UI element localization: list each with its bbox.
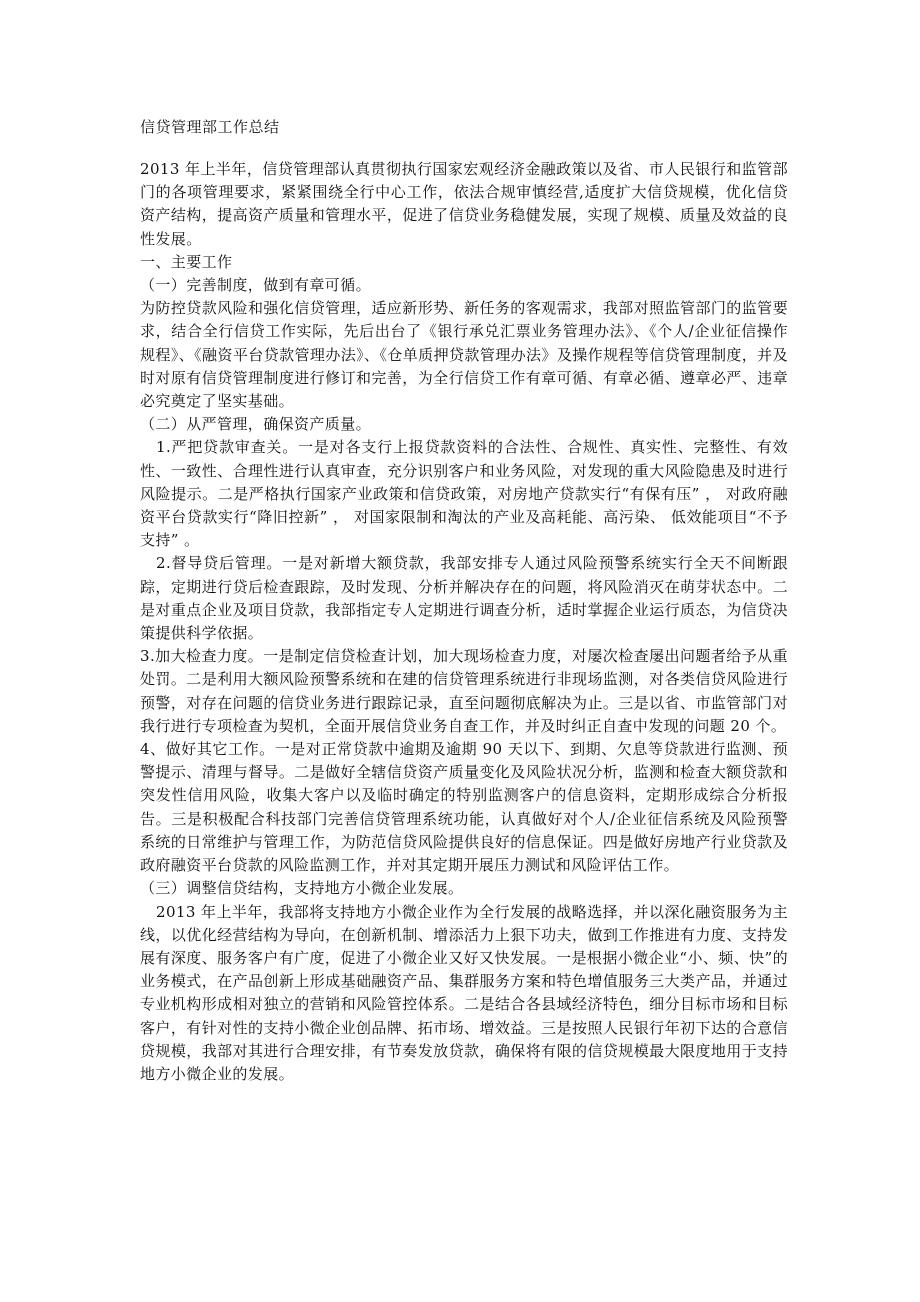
document-title: 信贷管理部工作总结	[140, 118, 280, 136]
intro-paragraph: 2013 年上半年，信贷管理部认真贯彻执行国家宏观经济金融政策以及省、市人民银行和监管部门的各项管理要求，紧紧围绕全行中心工作，依法合规审慎经营,适度扩大信贷规模，优化信贷资产结构，提高资产质量和管理水平，促进了信贷业务稳健发展，实现了规模、质量及效益的良性发展。	[140, 160, 788, 248]
paragraph-loan-review: 1.严把贷款审查关。一是对各支行上报贷款资料的合法性、合规性、真实性、完整性、有效性、一致性、合理性进行认真审查，充分识别客户和业务风险，对发现的重大风险隐患及时进行风险提示。二是严格执行国家产业政策和信贷政策，对房地产贷款实行“有保有压” ， 对政府融资平台贷款实行“降旧控新” ， 对国家限制和淘汰的产业及高耗能、高污染、 低效能项目“不予支持” 。	[140, 438, 788, 550]
document-body	[140, 158, 788, 1086]
subsection-heading-3: （三）调整信贷结构，支持地方小微企业发展。	[140, 879, 464, 898]
section-heading-main-work: 一、主要工作	[140, 252, 233, 271]
subsection-heading-1: （一）完善制度，做到有章可循。	[140, 276, 372, 295]
subsection-heading-2: （二）从严管理，确保资产质量。	[140, 415, 372, 434]
paragraph-system-improvement: 为防控贷款风险和强化信贷管理，适应新形势、新任务的客观需求，我部对照监管部门的监管要求，结合全行信贷工作实际，先后出台了《银行承兑汇票业务管理办法》、《个人/企业征信操作规程》、《融资平台贷款管理办法》、《仓单质押贷款管理办法》及操作规程等信贷管理制度，并及时对原有信贷管理制度进行修订和完善，为全行信贷工作有章可循、有章必循、遵章必严、违章必究奠定了坚实基础。	[140, 299, 788, 411]
paragraph-small-business: 2013 年上半年，我部将支持地方小微企业作为全行发展的战略选择，并以深化融资服务为主线，以优化经营结构为导向，在创新机制、增添活力上狠下功夫，做到工作推进有力度、支持发展有深度、服务客户有广度，促进了小微企业又好又快发展。一是根据小微企业“小、频、快”的业务模式，在产品创新上形成基础融资产品、集群服务方案和特色增值服务三大类产品，并通过专业机构形成相对独立的营销和风险管控体系。二是结合各县域经济特色，细分目标市场和目标客户，有针对性的支持小微企业创品牌、拓市场、增效益。三是按照人民银行年初下达的合意信贷规模，我部对其进行合理安排，有节奏发放贷款，确保将有限的信贷规模最大限度地用于支持地方小微企业的发展。	[140, 902, 788, 1083]
paragraph-post-loan: 2.督导贷后管理。一是对新增大额贷款，我部安排专人通过风险预警系统实行全天不间断跟踪，定期进行贷后检查跟踪，及时发现、分析并解决存在的问题，将风险消灭在萌芽状态中。二是对重点企业及项目贷款，我部指定专人定期进行调查分析，适时掌握企业运行质态，为信贷决策提供科学依据。	[140, 554, 788, 643]
paragraph-other-work: 4、做好其它工作。一是对正常贷款中逾期及逾期 90 天以下、到期、欠息等贷款进行监测、预警提示、清理与督导。二是做好全辖信贷资产质量变化及风险状况分析，监测和检查大额贷款和突发性信用风险，收集大客户以及临时确定的特别监测客户的信息资料，定期形成综合分析报告。三是积极配合科技部门完善信贷管理系统功能，认真做好对个人/企业征信系统及风险预警系统的日常维护与管理工作，为防范信贷风险提供良好的信息保证。四是做好房地产行业贷款及政府融资平台贷款的风险监测工作，并对其定期开展压力测试和风险评估工作。	[140, 740, 788, 875]
paragraph-inspection: 3.加大检查力度。一是制定信贷检查计划，加大现场检查力度，对屡次检查屡出问题者给予从重处罚。二是利用大额风险预警系统和在建的信贷管理系统进行非现场监测，对各类信贷风险进行预警，对存在问题的信贷业务进行跟踪记录，直至问题彻底解决为止。三是以省、市监管部门对我行进行专项检查为契机，全面开展信贷业务自查工作，并及时纠正自查中发现的问题 20 个。	[140, 647, 788, 735]
